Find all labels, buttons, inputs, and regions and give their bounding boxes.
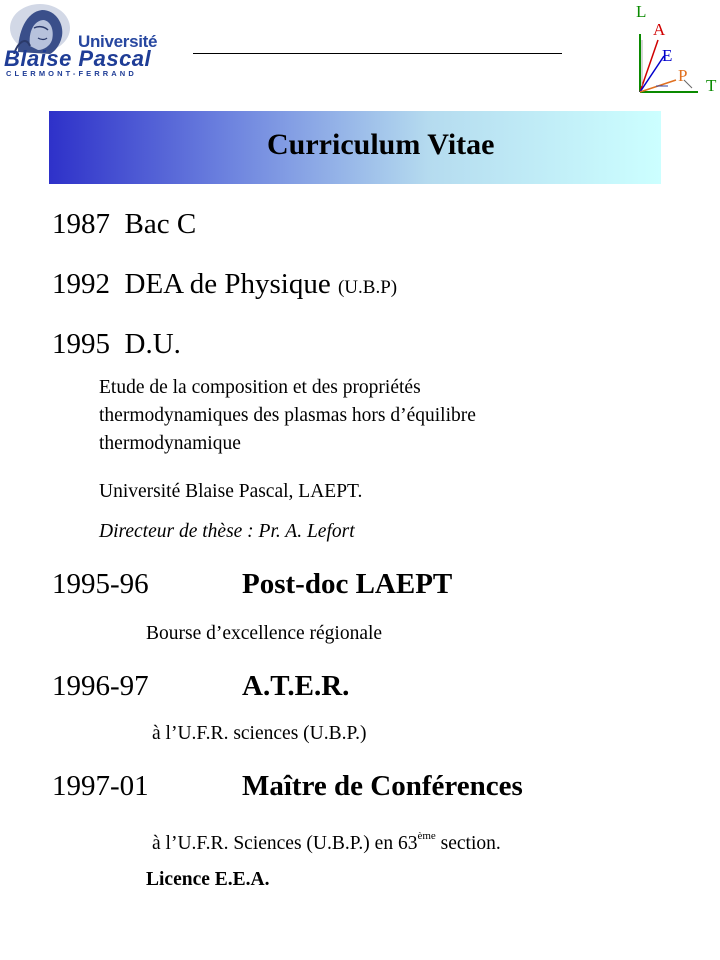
mcf-detail-section: section. — [435, 833, 501, 854]
logo-blaise-pascal: Blaise Pascal — [4, 46, 152, 71]
thesis-line-2: thermodynamiques des plasmas hors d’équilibre — [99, 405, 476, 426]
entry-du — [52, 328, 181, 361]
thesis-title — [99, 374, 476, 458]
postdoc-detail: Bourse d’excellence régionale — [146, 623, 383, 644]
entry-label-ater: A.T.E.R. — [242, 670, 350, 702]
logo-university-word: Université — [78, 32, 158, 51]
entry-year: 1995 — [52, 328, 110, 360]
entry-year: 1992 — [52, 268, 110, 300]
page-title: Curriculum Vitae — [267, 128, 495, 161]
mcf-licence: Licence E.E.A. — [146, 869, 270, 890]
lab-letter-a: A — [653, 20, 666, 39]
lab-letter-p: P — [678, 66, 688, 85]
entry-dea — [52, 268, 397, 301]
thesis-lab: Université Blaise Pascal, LAEPT. — [99, 481, 363, 502]
header-divider — [193, 53, 562, 54]
entry-label: Bac C — [124, 208, 197, 240]
entry-year-postdoc: 1995-96 — [52, 568, 149, 600]
mcf-detail-text: à l’U.F.R. Sciences (U.B.P.) en 63 — [152, 833, 418, 854]
thesis-line-1: Etude de la composition et des propriétés — [99, 377, 421, 398]
lab-logo — [612, 0, 720, 104]
lab-letter-t: T — [706, 76, 717, 95]
entry-label-mcf: Maître de Conférences — [242, 770, 523, 802]
ater-detail: à l’U.F.R. sciences (U.B.P.) — [152, 723, 367, 744]
entry-bac — [52, 208, 196, 241]
lab-letter-l: L — [636, 2, 647, 21]
entry-year-mcf: 1997-01 — [52, 770, 149, 802]
entry-label: DEA de Physique — [124, 268, 331, 300]
thesis-line-3: thermodynamique — [99, 433, 241, 454]
mcf-detail — [152, 822, 501, 858]
thesis-director: Directeur de thèse : Pr. A. Lefort — [99, 521, 355, 542]
entry-note: (U.B.P) — [337, 277, 398, 298]
university-logo — [4, 2, 158, 78]
logo-city: CLERMONT-FERRAND — [6, 69, 137, 78]
entry-year-ater: 1996-97 — [52, 670, 149, 702]
entry-year: 1987 — [52, 208, 110, 240]
mcf-detail-ordinal: ème — [417, 830, 436, 842]
entry-label-postdoc: Post-doc LAEPT — [242, 568, 453, 600]
entry-label: D.U. — [124, 328, 181, 360]
lab-letter-e: E — [662, 46, 673, 65]
